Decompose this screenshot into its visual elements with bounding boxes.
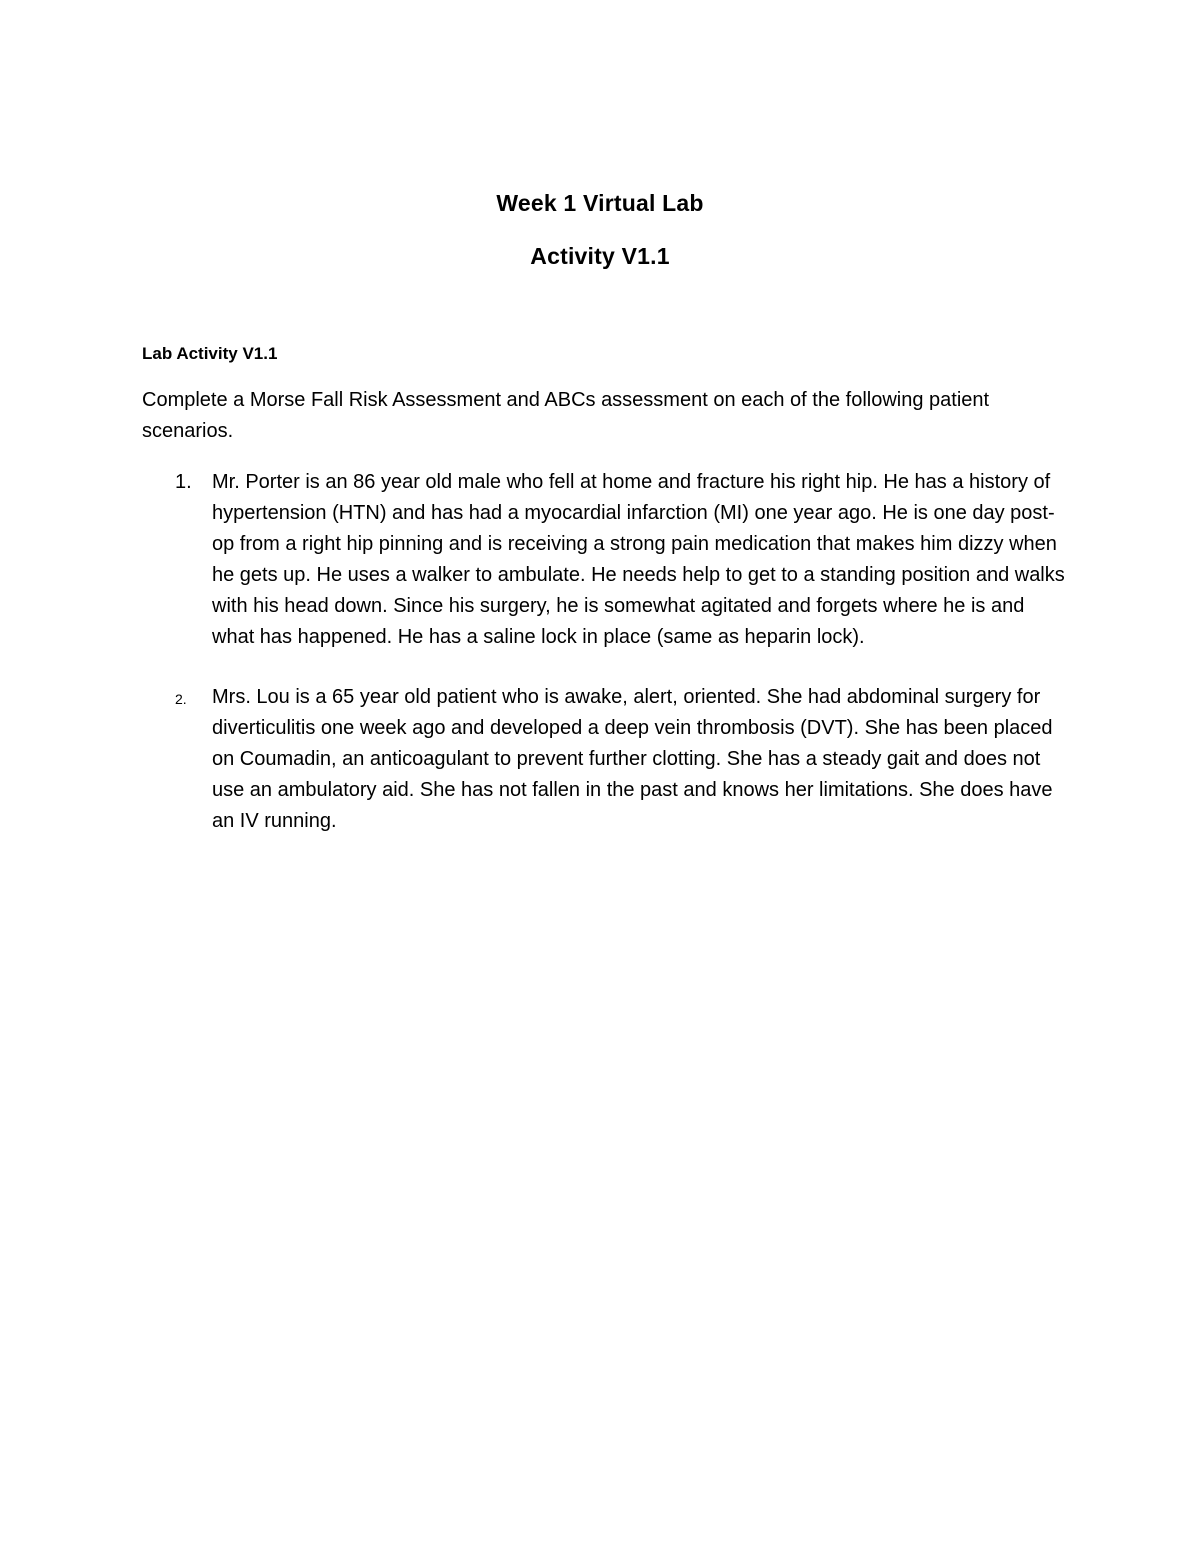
instructions-paragraph: Complete a Morse Fall Risk Assessment and ABCs assessment on each of the following patient scenarios. bbox=[142, 389, 990, 442]
scenario-number: 1. bbox=[175, 471, 192, 493]
scenario-text: Mrs. Lou is a 65 year old patient who is awake, alert, oriented. She had abdominal surgery for diverticulitis one week ago and developed a deep vein thrombosis (DVT). She has been placed on Coumadin, an anticoagulant to prevent further clotting. She has a steady gait and does not use an ambulatory aid. She has not fallen in the past and knows her limitations. She does have an IV running. bbox=[212, 686, 1053, 832]
scenario-text: Mr. Porter is an 86 year old male who fell at home and fracture his right hip. He has a history of hypertension (HTN) and has had a myocardial infarction (MI) one year ago. He is one day post-op from a right hip pinning and is receiving a strong pain medication that makes him dizzy when he gets up. He uses a walker to ambulate. He needs help to get to a standing position and walks with his head down. Since his surgery, he is somewhat agitated and forgets where he is and what has happened. He has a saline lock in place (same as heparin lock). bbox=[212, 471, 1065, 648]
document-body bbox=[142, 385, 1072, 837]
section-heading: Lab Activity V1.1 bbox=[142, 344, 278, 363]
scenario-item bbox=[142, 682, 1072, 837]
scenario-list bbox=[142, 467, 1072, 837]
document-subtitle: Activity V1.1 bbox=[530, 243, 670, 269]
document-title: Week 1 Virtual Lab bbox=[496, 190, 704, 216]
scenario-number: 2. bbox=[175, 691, 187, 707]
scenario-item bbox=[142, 467, 1072, 653]
